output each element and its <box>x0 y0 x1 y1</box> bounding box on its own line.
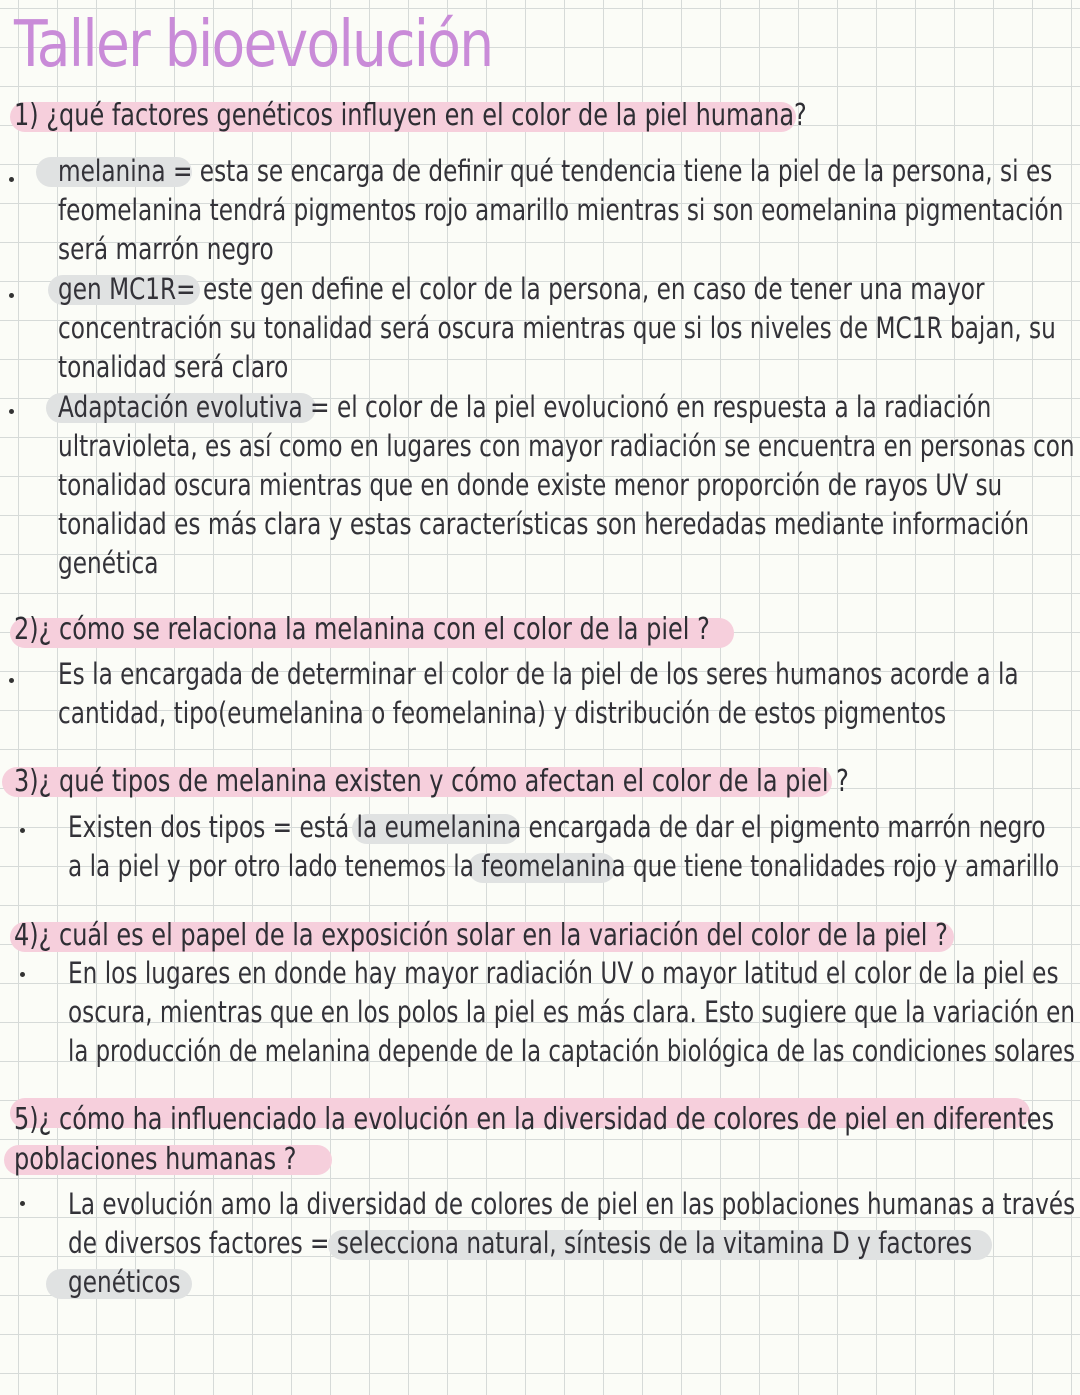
question-1: 1) ¿qué factores genéticos influyen en el color de la piel humana? <box>14 98 807 133</box>
answer-line: tonalidad oscura mientras que en donde existe menor proporción de rayos UV su <box>58 468 1003 502</box>
question-4: 4)¿ cuál es el papel de la exposición solar en la variación del color de la piel ? <box>14 918 948 953</box>
answer-line: Es la encargada de determinar el color de la piel de los seres humanos acorde a la <box>58 657 1019 691</box>
bullet <box>20 1201 25 1206</box>
answer-line: gen MC1R= este gen define el color de la persona, en caso de tener una mayor <box>58 272 985 306</box>
bullet <box>9 293 14 298</box>
answer-line: ultravioleta, es así como en lugares con mayor radiación se encuentra en personas con <box>58 429 1075 463</box>
bullet <box>9 177 14 182</box>
answer-line: genéticos <box>68 1265 181 1299</box>
answer-line: La evolución amo la diversidad de colores de piel en las poblaciones humanas a través <box>68 1187 1076 1221</box>
question-2: 2)¿ cómo se relaciona la melanina con el color de la piel ? <box>14 612 710 647</box>
question-3: 3)¿ qué tipos de melanina existen y cómo afectan el color de la piel ? <box>14 764 849 799</box>
answer-line: Existen dos tipos = está la eumelanina encargada de dar el pigmento marrón negro <box>68 810 1046 844</box>
answer-line: oscura, mientras que en los polos la piel es más clara. Esto sugiere que la variación en <box>68 995 1076 1029</box>
answer-line: será marrón negro <box>58 232 274 266</box>
answer-line: cantidad, tipo(eumelanina o feomelanina) y distribución de estos pigmentos <box>58 696 947 730</box>
answer-line: la producción de melanina depende de la captación biológica de las condiciones solares <box>68 1034 1075 1068</box>
answer-line: Adaptación evolutiva = el color de la piel evolucionó en respuesta a la radiación <box>58 390 992 424</box>
bullet <box>9 678 14 683</box>
question-5-line-1: 5)¿ cómo ha influenciado la evolución en la diversidad de colores de piel en diferentes <box>14 1102 1055 1137</box>
answer-line: En los lugares en donde hay mayor radiación UV o mayor latitud el color de la piel es <box>68 956 1059 990</box>
answer-line: a la piel y por otro lado tenemos la feomelanina que tiene tonalidades rojo y amarillo <box>68 849 1060 883</box>
question-5-line-2: poblaciones humanas ? <box>14 1142 297 1177</box>
bullet <box>20 828 25 833</box>
answer-line: melanina = esta se encarga de definir qué tendencia tiene la piel de la persona, si es <box>58 154 1053 188</box>
answer-line: genética <box>58 546 159 580</box>
answer-line: de diversos factores = selecciona natural, síntesis de la vitamina D y factores <box>68 1226 973 1260</box>
page-title: Taller bioevolución <box>14 8 493 82</box>
answer-line: tonalidad es más clara y estas características son heredadas mediante información <box>58 507 1030 541</box>
bullet <box>9 409 14 414</box>
answer-line: tonalidad será claro <box>58 350 289 384</box>
answer-line: feomelanina tendrá pigmentos rojo amarillo mientras si son eomelanina pigmentación <box>58 193 1064 227</box>
bullet <box>20 972 25 977</box>
answer-line: concentración su tonalidad será oscura mientras que si los niveles de MC1R bajan, su <box>58 311 1056 345</box>
